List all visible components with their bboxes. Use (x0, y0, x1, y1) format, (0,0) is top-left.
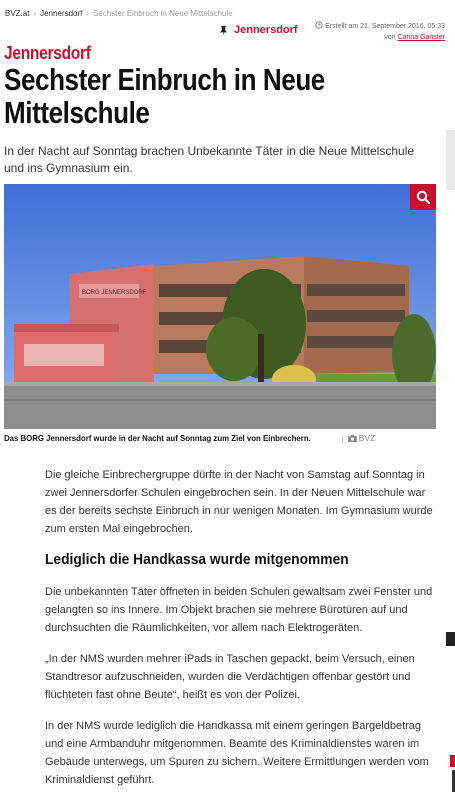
breadcrumb-separator: › (86, 9, 90, 18)
location-tag-label: Jennersdorf (234, 24, 298, 36)
sidebar-edge (446, 130, 455, 190)
search-icon (416, 190, 430, 204)
school-building-photo (4, 184, 436, 429)
sidebar-edge-dark (446, 632, 455, 646)
article-header-bar (5, 6, 445, 46)
photo-credit: BVZ (358, 433, 376, 443)
breadcrumb-region-link[interactable]: Jennersdorf (40, 9, 83, 18)
created-date: Erstellt am 21. September 2016, 05:33 (325, 23, 445, 30)
article-paragraph: Die unbekannten Täter öffneten in beiden Schulen gewaltsam zwei Fenster und gelangten so ins Innere. Im Objekt brachen sie mehrere Bürotüren auf und durchsuchten die Räumlichkeiten, vor allem nach Elektrogeräten. (45, 586, 433, 634)
article-subheading: Lediglich die Handkassa wurde mitgenommen (45, 551, 349, 568)
caption-text: Das BORG Jennersdorf wurde in der Nacht auf Sonntag zum Ziel von Einbrechern. (4, 433, 311, 443)
image-caption (4, 433, 444, 444)
breadcrumb-current: Sechster Einbruch in Neue Mittelschule (93, 9, 233, 18)
article-paragraph: In der NMS wurde lediglich die Handkassa mit einem geringen Bargeldbetrag und eine Armbanduhr mitgenommen. Beamte des Kriminaldienstes waren im Gebäude unterwegs, um Spuren zu sichern. Weitere Ermittlungen werden vom Kriminaldienst geführt. (45, 720, 429, 786)
breadcrumb-home-link[interactable]: BVZ.at (5, 9, 30, 18)
article-paragraph: „In der NMS wurden mehrer iPads in Taschen gepackt, beim Versuch, einen Standtresor aufzuschneiden, wurden die Verdächtigen offenbar gestört und flüchteten fast ohne Beute“, heißt es von der Polizei. (45, 653, 415, 701)
article-kicker: Jennersdorf (4, 43, 91, 63)
author-prefix: von (384, 34, 396, 41)
article-meta (315, 21, 445, 43)
article-image[interactable] (4, 184, 436, 429)
camera-icon (348, 435, 357, 442)
pin-icon (218, 25, 229, 36)
breadcrumb (5, 9, 233, 18)
building-sign-text: BORG JENNERSDORF (82, 290, 147, 296)
article-lead: In der Nacht auf Sonntag brachen Unbekannte Täter in die Neue Mittelschule und ins Gymnasium ein. (4, 144, 415, 175)
sidebar-edge-accent (450, 755, 455, 767)
author-link[interactable]: Carina Ganster (397, 34, 445, 41)
breadcrumb-separator: › (33, 9, 37, 18)
clock-icon (315, 21, 323, 29)
zoom-button[interactable] (410, 184, 436, 210)
article-paragraph: Die gleiche Einbrechergruppe dürfte in der Nacht von Samstag auf Sonntag in zwei Jennersdorfer Schulen eingebrochen sein. In der Neuen Mittelschule war es der bereits sechste Einbruch in nur wenigen Monaten. Im Gymnasium wurde zum ersten Mal eingebrochen. (45, 469, 433, 535)
location-tag[interactable] (218, 23, 298, 37)
page-title: Sechster Einbruch in Neue Mittelschule (4, 62, 325, 130)
caption-separator: | (341, 433, 344, 443)
